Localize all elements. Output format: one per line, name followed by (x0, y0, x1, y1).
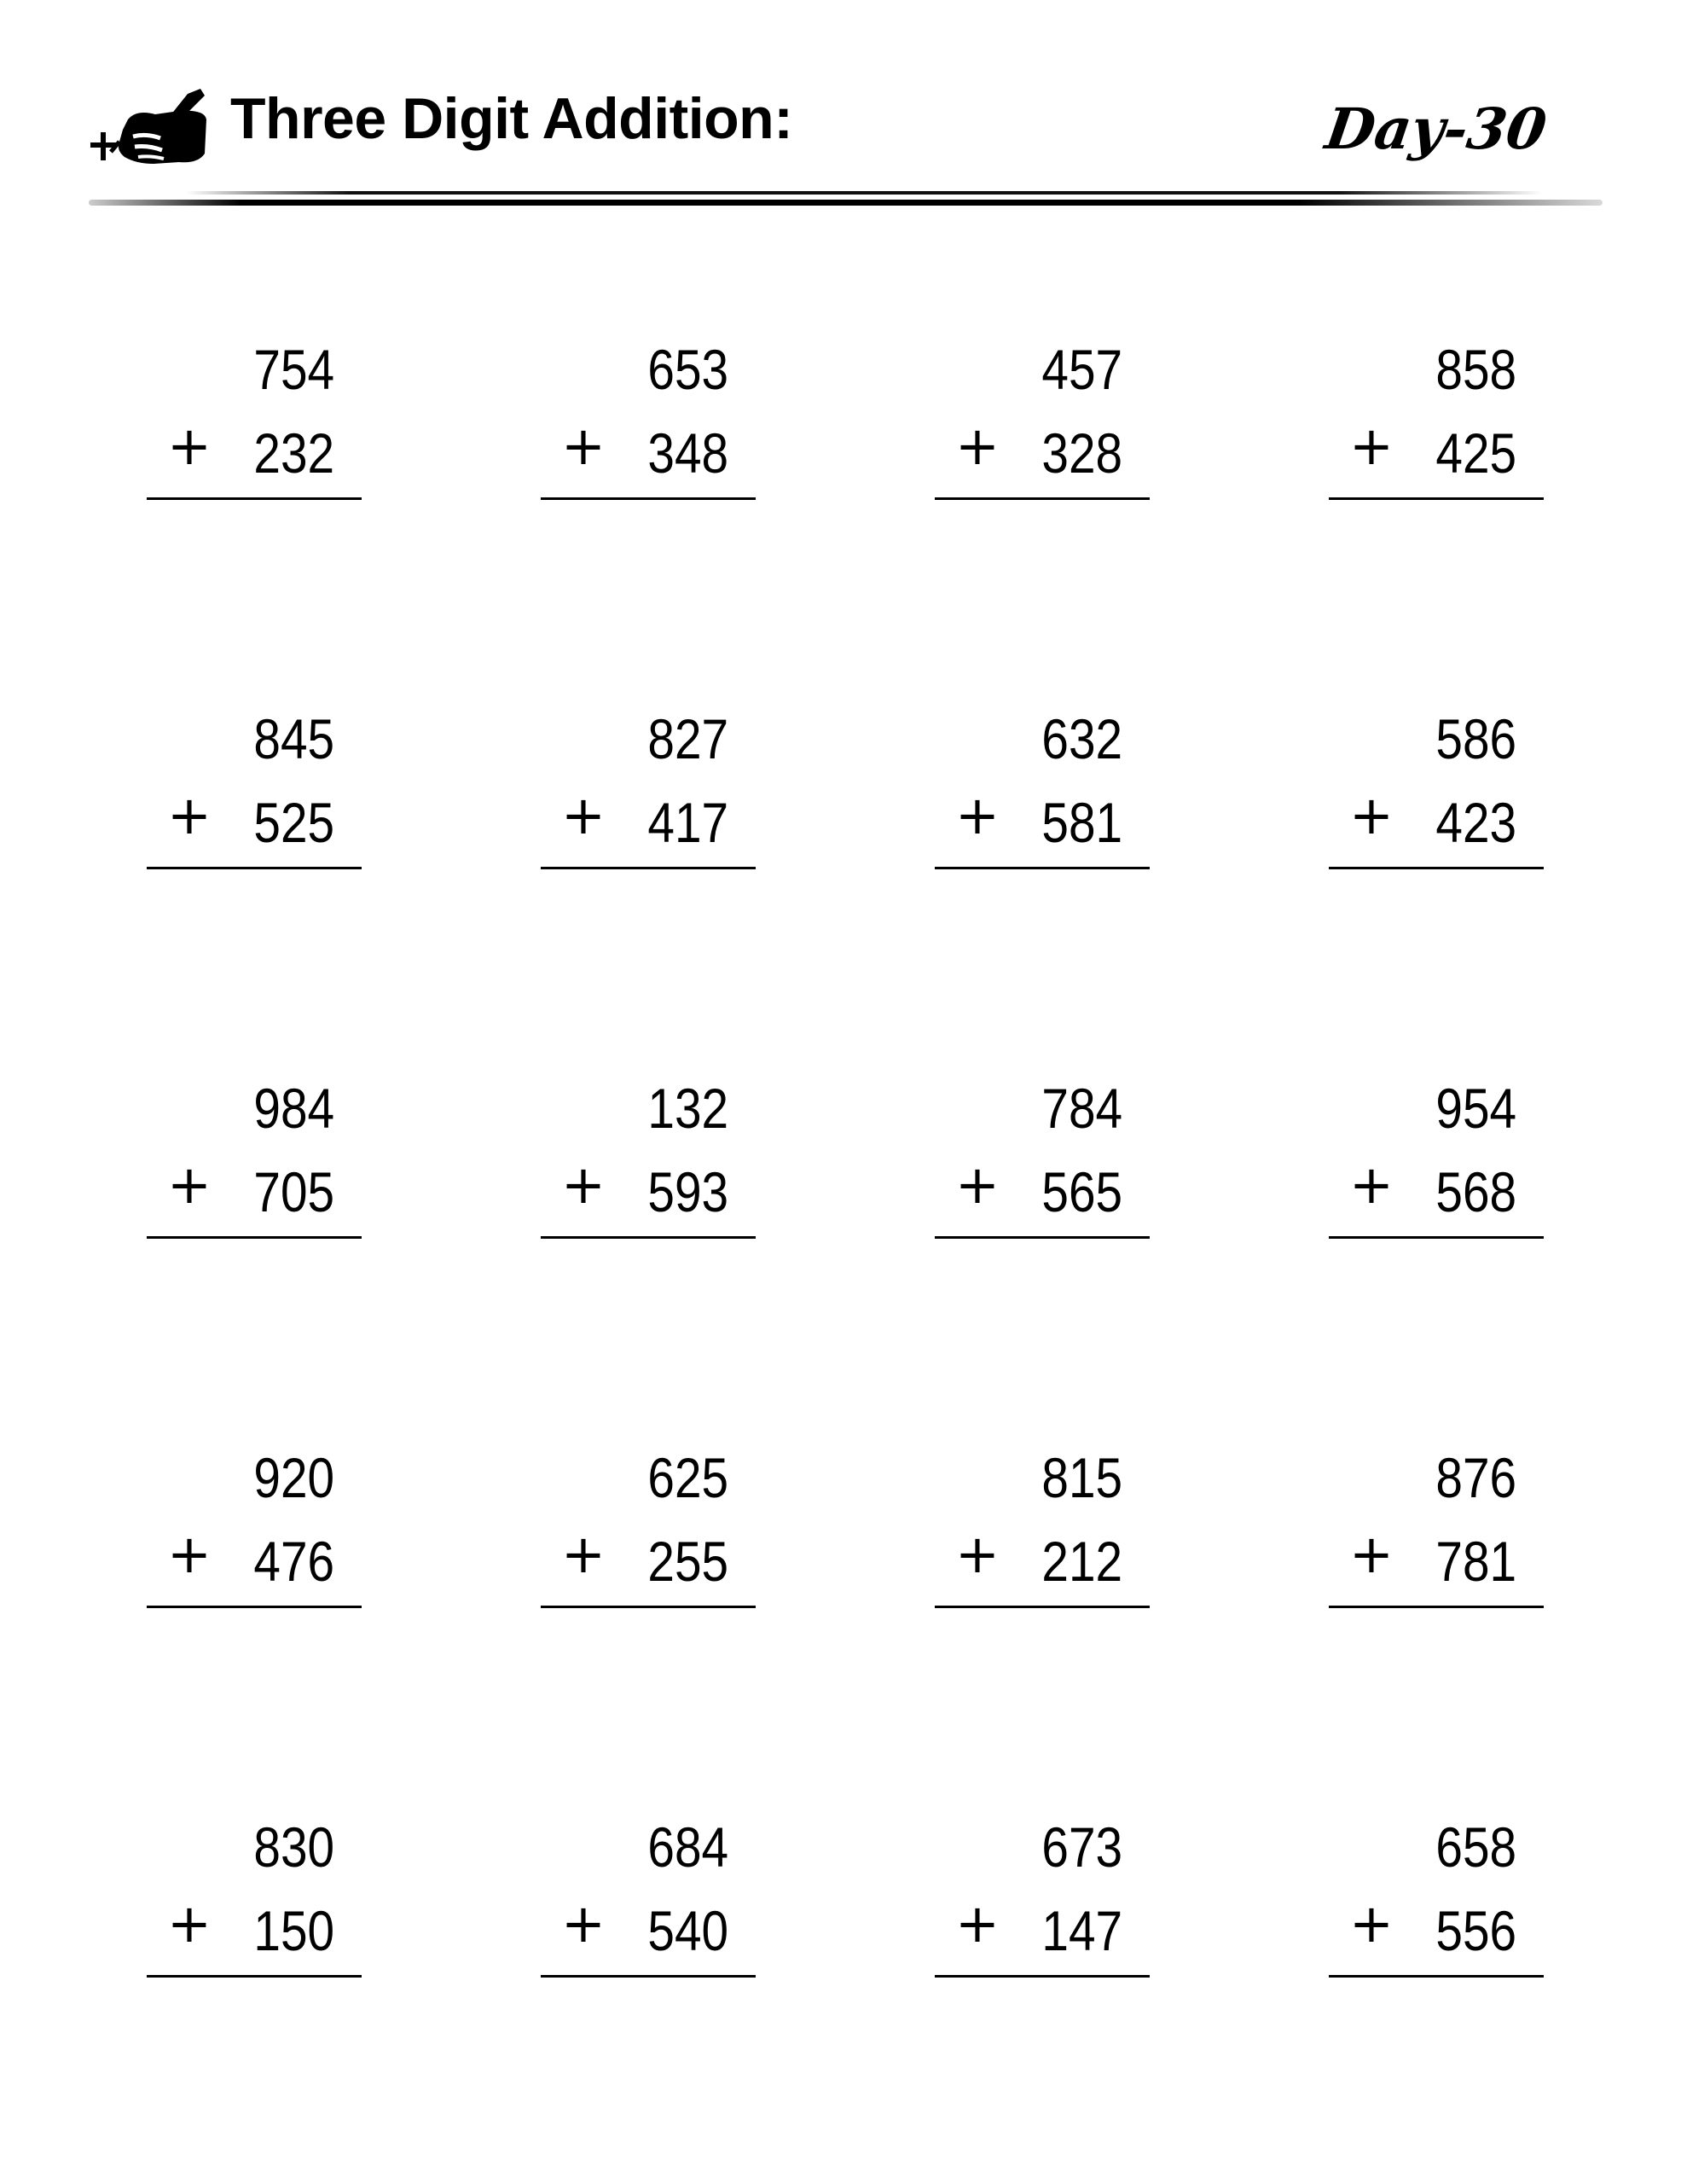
bottom-addend: 147 (1041, 1899, 1122, 1962)
addition-problem (1329, 707, 1544, 915)
answer-line[interactable] (1329, 497, 1544, 500)
answer-line[interactable] (935, 1606, 1150, 1608)
plus-sign: + (561, 1153, 606, 1216)
bottom-addend: 417 (647, 791, 728, 854)
header-rule-thick (89, 200, 1603, 206)
top-addend: 920 (253, 1446, 334, 1509)
answer-line[interactable] (147, 497, 362, 500)
bottom-addend: 212 (1041, 1530, 1122, 1593)
header-icon (85, 85, 213, 179)
addition-problem (935, 1446, 1150, 1654)
bottom-addend: 425 (1435, 421, 1516, 485)
answer-line[interactable] (1329, 1975, 1544, 1978)
top-addend: 673 (1041, 1815, 1122, 1879)
top-addend: 632 (1041, 707, 1122, 770)
addition-problem (1329, 1446, 1544, 1654)
plus-sign: + (955, 784, 1000, 846)
plus-sign: + (167, 1523, 212, 1585)
top-addend: 586 (1435, 707, 1516, 770)
plus-sign: + (1349, 1523, 1394, 1585)
day-label: Day-30 (1321, 96, 1551, 162)
plus-sign: + (561, 784, 606, 846)
plus-sign: + (167, 415, 212, 477)
bottom-addend: 581 (1041, 791, 1122, 854)
bottom-addend: 540 (647, 1899, 728, 1962)
addition-problem (147, 1077, 362, 1285)
top-addend: 827 (647, 707, 728, 770)
plus-sign: + (955, 1892, 1000, 1955)
addition-problem (541, 338, 756, 546)
answer-line[interactable] (541, 1606, 756, 1608)
top-addend: 658 (1435, 1815, 1516, 1879)
top-addend: 984 (253, 1077, 334, 1140)
plus-sign: + (955, 1523, 1000, 1585)
bottom-addend: 593 (647, 1160, 728, 1223)
plus-sign: + (167, 1153, 212, 1216)
addition-problem (935, 707, 1150, 915)
answer-line[interactable] (541, 867, 756, 869)
page-title: Three Digit Addition: (230, 86, 793, 151)
addition-problem (541, 1815, 756, 2024)
addition-problem (541, 1446, 756, 1654)
answer-line[interactable] (147, 1606, 362, 1608)
addition-problem (1329, 338, 1544, 546)
answer-line[interactable] (147, 1236, 362, 1239)
addition-problem (541, 707, 756, 915)
bottom-addend: 705 (253, 1160, 334, 1223)
addition-problem (147, 707, 362, 915)
plus-sign: + (1349, 1153, 1394, 1216)
plus-sign: + (561, 1892, 606, 1955)
bottom-addend: 423 (1435, 791, 1516, 854)
answer-line[interactable] (1329, 1606, 1544, 1608)
answer-line[interactable] (935, 1975, 1150, 1978)
writing-hand-plus-icon (85, 85, 213, 179)
top-addend: 858 (1435, 338, 1516, 401)
top-addend: 954 (1435, 1077, 1516, 1140)
plus-sign: + (1349, 415, 1394, 477)
plus-sign: + (955, 415, 1000, 477)
plus-sign: + (167, 784, 212, 846)
bottom-addend: 556 (1435, 1899, 1516, 1962)
addition-problem (147, 1815, 362, 2024)
top-addend: 653 (647, 338, 728, 401)
top-addend: 754 (253, 338, 334, 401)
answer-line[interactable] (147, 867, 362, 869)
top-addend: 876 (1435, 1446, 1516, 1509)
top-addend: 815 (1041, 1446, 1122, 1509)
bottom-addend: 348 (647, 421, 728, 485)
answer-line[interactable] (935, 1236, 1150, 1239)
answer-line[interactable] (1329, 867, 1544, 869)
answer-line[interactable] (935, 867, 1150, 869)
top-addend: 784 (1041, 1077, 1122, 1140)
plus-sign: + (167, 1892, 212, 1955)
answer-line[interactable] (541, 497, 756, 500)
top-addend: 625 (647, 1446, 728, 1509)
top-addend: 132 (647, 1077, 728, 1140)
addition-problem (1329, 1815, 1544, 2024)
answer-line[interactable] (541, 1975, 756, 1978)
top-addend: 830 (253, 1815, 334, 1879)
bottom-addend: 781 (1435, 1530, 1516, 1593)
top-addend: 684 (647, 1815, 728, 1879)
top-addend: 845 (253, 707, 334, 770)
plus-sign: + (1349, 784, 1394, 846)
top-addend: 457 (1041, 338, 1122, 401)
plus-sign: + (1349, 1892, 1394, 1955)
bottom-addend: 328 (1041, 421, 1122, 485)
plus-sign: + (561, 1523, 606, 1585)
header-rule-thin (186, 191, 1542, 195)
addition-problem (935, 1077, 1150, 1285)
addition-problem (147, 338, 362, 546)
bottom-addend: 568 (1435, 1160, 1516, 1223)
addition-problem (1329, 1077, 1544, 1285)
addition-problem (935, 1815, 1150, 2024)
addition-problem (147, 1446, 362, 1654)
bottom-addend: 232 (253, 421, 334, 485)
answer-line[interactable] (1329, 1236, 1544, 1239)
bottom-addend: 255 (647, 1530, 728, 1593)
addition-problem (541, 1077, 756, 1285)
bottom-addend: 476 (253, 1530, 334, 1593)
answer-line[interactable] (147, 1975, 362, 1978)
addition-problem (935, 338, 1150, 546)
bottom-addend: 525 (253, 791, 334, 854)
plus-sign: + (955, 1153, 1000, 1216)
plus-sign: + (561, 415, 606, 477)
bottom-addend: 150 (253, 1899, 334, 1962)
bottom-addend: 565 (1041, 1160, 1122, 1223)
answer-line[interactable] (935, 497, 1150, 500)
answer-line[interactable] (541, 1236, 756, 1239)
